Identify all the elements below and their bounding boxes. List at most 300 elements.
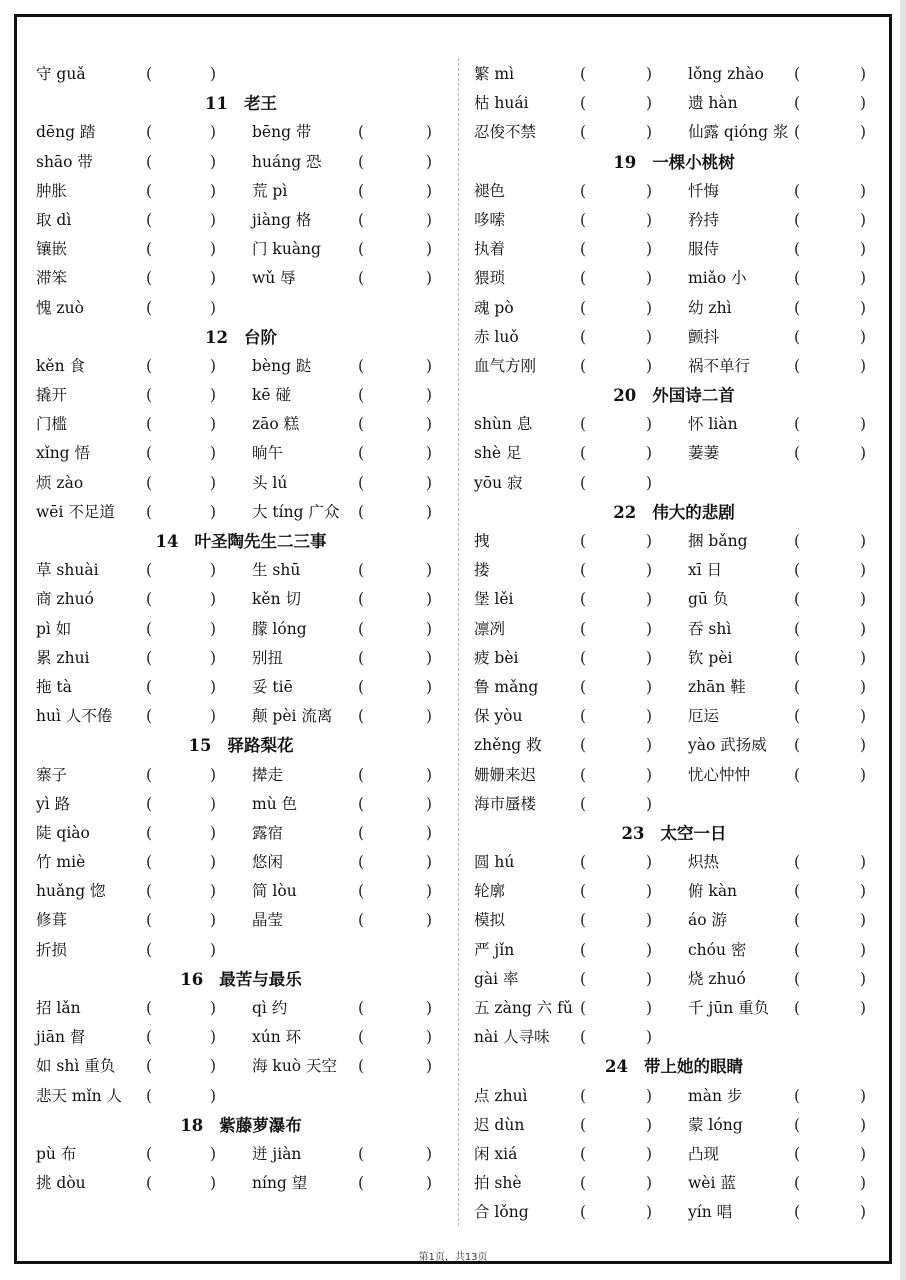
exercise-term: màn 步 [688,1086,743,1105]
exercise-term: 闲 xiá [474,1144,518,1163]
answer-paren-open: ( [358,473,365,492]
exercise-row [474,790,874,819]
exercise-term: 悲天 mǐn 人 [36,1086,122,1105]
answer-paren-close: ) [426,882,433,901]
answer-paren-open: ( [358,677,365,696]
answer-paren-open: ( [358,1057,365,1076]
answer-paren-open: ( [358,181,365,200]
answer-paren-close: ) [860,123,867,142]
answer-paren-close: ) [860,707,867,726]
answer-paren-open: ( [358,123,365,142]
answer-paren-close: ) [646,473,653,492]
exercise-row [36,790,446,819]
answer-paren-open: ( [794,181,801,200]
right-column [474,60,874,1228]
exercise-term: 俯 kàn [688,882,738,901]
exercise-term: pù 布 [36,1144,77,1163]
exercise-term: 忏悔 [688,181,720,200]
exercise-term: jiān 督 [36,1028,86,1047]
answer-paren-close: ) [426,648,433,667]
answer-paren-open: ( [146,882,153,901]
exercise-term: 陡 qiào [36,823,90,842]
answer-paren-open: ( [580,707,587,726]
exercise-term: 海 kuò 天空 [252,1057,338,1076]
answer-paren-open: ( [146,1086,153,1105]
exercise-row [36,673,446,702]
exercise-term: 拍 shè [474,1174,522,1193]
exercise-row [36,439,446,468]
answer-paren-close: ) [860,969,867,988]
answer-paren-open: ( [358,794,365,813]
exercise-term: 烦 zào [36,473,84,492]
answer-paren-open: ( [794,853,801,872]
answer-paren-close: ) [646,65,653,83]
answer-paren-open: ( [146,123,153,142]
exercise-term: bèng 跶 [252,356,312,375]
answer-paren-open: ( [358,1028,365,1047]
exercise-term: gū 负 [688,590,729,609]
answer-paren-close: ) [210,794,217,813]
exercise-term: 竹 miè [36,853,86,872]
answer-paren-close: ) [210,152,217,171]
answer-paren-open: ( [794,677,801,696]
exercise-term: 祸不单行 [688,356,751,375]
answer-paren-open: ( [580,240,587,259]
exercise-row [474,352,874,381]
answer-paren-open: ( [794,707,801,726]
exercise-term: gài 率 [474,969,519,988]
answer-paren-close: ) [210,619,217,638]
answer-paren-open: ( [358,823,365,842]
exercise-row [36,702,446,731]
answer-paren-open: ( [580,298,587,317]
answer-paren-open: ( [794,123,801,142]
exercise-term: 点 zhuì [474,1086,528,1105]
exercise-term: 忧心忡忡 [688,765,751,784]
answer-paren-close: ) [210,386,217,405]
exercise-term: xǐng 悟 [36,444,91,463]
exercise-term: dēng 踏 [36,123,96,142]
exercise-term: wèi 蓝 [688,1174,736,1193]
exercise-term: yào 武扬威 [688,736,767,755]
answer-paren-close: ) [426,590,433,609]
lesson-title: 叶圣陶先生二三事 [194,532,327,551]
answer-paren-open: ( [146,415,153,434]
answer-paren-close: ) [426,415,433,434]
answer-paren-close: ) [860,911,867,930]
exercise-term: lǒng zhào [688,65,764,83]
answer-paren-open: ( [794,940,801,959]
answer-paren-close: ) [210,561,217,580]
answer-paren-open: ( [358,619,365,638]
answer-paren-open: ( [580,1144,587,1163]
exercise-row [36,906,446,935]
exercise-term: 模拟 [474,911,506,930]
exercise-row [36,177,446,206]
answer-paren-open: ( [358,911,365,930]
page-footer: 第1页，共13页 [418,1252,488,1263]
answer-paren-close: ) [860,240,867,259]
answer-paren-close: ) [426,210,433,229]
exercise-term: 忍俊不禁 [474,123,537,142]
answer-paren-open: ( [358,444,365,463]
exercise-row [36,585,446,614]
exercise-term: 炽热 [688,853,720,872]
exercise-row [36,848,446,877]
answer-paren-close: ) [210,911,217,930]
answer-paren-close: ) [646,269,653,288]
answer-paren-open: ( [580,327,587,346]
exercise-row [36,1023,446,1052]
answer-paren-close: ) [860,765,867,784]
answer-paren-open: ( [580,444,587,463]
exercise-term: qì 约 [252,999,288,1017]
exercise-term: 悠闲 [252,853,284,872]
answer-paren-open: ( [794,415,801,434]
answer-paren-close: ) [646,327,653,346]
lesson-heading [36,323,446,352]
exercise-row [36,877,446,906]
exercise-row [474,323,874,352]
exercise-row [36,819,446,848]
answer-paren-open: ( [794,240,801,259]
exercise-term: yōu 寂 [474,473,523,492]
exercise-term: mù 色 [252,794,298,813]
answer-paren-open: ( [146,1028,153,1047]
exercise-row [474,877,874,906]
exercise-term: 吞 shì [688,619,732,638]
answer-paren-open: ( [358,386,365,405]
answer-paren-close: ) [646,648,653,667]
answer-paren-open: ( [146,677,153,696]
left-column [36,60,446,1198]
answer-paren-open: ( [580,882,587,901]
answer-paren-open: ( [580,940,587,959]
exercise-term: 撬开 [36,386,68,405]
answer-paren-close: ) [426,561,433,580]
exercise-row [474,410,874,439]
exercise-term: yì 路 [36,794,71,813]
column-divider [458,58,459,1226]
exercise-term: zāo 糕 [252,415,300,434]
answer-paren-open: ( [580,736,587,755]
exercise-term: áo 游 [688,911,727,930]
lesson-number: 20 [613,386,637,406]
exercise-term: xī 日 [688,561,723,580]
exercise-term: 简 lòu [252,882,297,901]
answer-paren-open: ( [358,240,365,259]
answer-paren-open: ( [580,356,587,375]
exercise-term: 千 jūn 重负 [688,999,770,1017]
exercise-term: 厄运 [688,707,720,726]
answer-paren-open: ( [580,969,587,988]
exercise-row [474,906,874,935]
answer-paren-open: ( [146,590,153,609]
exercise-term: pì 如 [36,619,72,638]
answer-paren-close: ) [426,240,433,259]
exercise-term: 仙露 qióng 浆 [688,123,789,142]
exercise-term: 修葺 [36,911,68,930]
answer-paren-open: ( [580,415,587,434]
answer-paren-close: ) [646,123,653,142]
exercise-row [474,235,874,264]
answer-paren-close: ) [646,240,653,259]
answer-paren-open: ( [580,1086,587,1105]
exercise-row [36,1082,446,1111]
answer-paren-open: ( [580,999,587,1017]
answer-paren-close: ) [426,1057,433,1076]
answer-paren-close: ) [860,1086,867,1105]
answer-paren-close: ) [860,356,867,375]
exercise-term: 挑 dòu [36,1174,86,1193]
exercise-row [474,731,874,760]
exercise-row [474,469,874,498]
exercise-term: 哆嗦 [474,210,506,229]
answer-paren-close: ) [210,1174,217,1193]
exercise-term: 凸现 [688,1144,720,1163]
answer-paren-open: ( [146,298,153,317]
answer-paren-open: ( [146,823,153,842]
answer-paren-close: ) [646,415,653,434]
exercise-row [474,294,874,323]
answer-paren-close: ) [426,853,433,872]
answer-paren-close: ) [646,765,653,784]
exercise-term: huì 人不倦 [36,707,113,726]
exercise-term: 繁 mì [474,65,515,83]
answer-paren-open: ( [146,152,153,171]
exercise-row [474,1198,874,1227]
exercise-row [36,761,446,790]
exercise-row [474,585,874,614]
lesson-number: 22 [613,502,637,522]
exercise-term: huǎng 惚 [36,882,106,901]
exercise-row [36,615,446,644]
exercise-term: wǔ 辱 [252,269,296,288]
answer-paren-open: ( [358,648,365,667]
answer-paren-close: ) [860,677,867,696]
exercise-term: 褪色 [474,181,506,200]
scrollbar-strip [900,0,906,1280]
exercise-term: shùn 息 [474,415,533,434]
exercise-row [474,527,874,556]
answer-paren-close: ) [210,415,217,434]
answer-paren-close: ) [860,940,867,959]
answer-paren-close: ) [426,619,433,638]
answer-paren-close: ) [210,707,217,726]
exercise-term: 累 zhui [36,648,90,667]
lesson-title: 太空一日 [660,823,727,843]
answer-paren-open: ( [146,1144,153,1163]
answer-paren-close: ) [860,210,867,229]
answer-paren-close: ) [426,1028,433,1047]
exercise-term: 蒙 lóng [688,1115,743,1134]
exercise-term: 晶莹 [252,911,284,930]
answer-paren-open: ( [146,210,153,229]
exercise-term: 捆 bǎng [688,532,748,550]
answer-paren-open: ( [146,940,153,959]
exercise-row [474,439,874,468]
answer-paren-open: ( [794,269,801,288]
answer-paren-close: ) [646,1115,653,1134]
exercise-term: miǎo 小 [688,269,747,288]
exercise-term: 迸 jiàn [252,1144,302,1163]
exercise-term: 搂 [474,561,490,580]
exercise-row [474,60,874,89]
exercise-row [36,1140,446,1169]
answer-paren-close: ) [210,882,217,901]
exercise-term: chóu 密 [688,940,747,959]
answer-paren-open: ( [794,590,801,609]
answer-paren-close: ) [426,356,433,375]
answer-paren-close: ) [646,532,653,550]
exercise-row [36,235,446,264]
answer-paren-close: ) [646,882,653,901]
answer-paren-close: ) [210,590,217,609]
exercise-row [474,994,874,1023]
exercise-term: kěn 食 [36,356,85,375]
exercise-row [474,936,874,965]
lesson-number: 11 [205,94,228,114]
answer-paren-close: ) [210,1028,217,1047]
exercise-term: shè 足 [474,444,522,463]
exercise-row [474,1082,874,1111]
exercise-term: wēi 不足道 [36,502,115,521]
exercise-term: 怀 liàn [688,415,738,434]
answer-paren-open: ( [794,444,801,463]
exercise-term: 妥 tiē [252,677,293,696]
answer-paren-close: ) [426,269,433,288]
exercise-term: 生 shū [252,561,301,580]
answer-paren-open: ( [580,1028,587,1047]
exercise-row [474,965,874,994]
answer-paren-close: ) [646,561,653,580]
exercise-row [474,1111,874,1140]
exercise-row [474,177,874,206]
exercise-term: 矜持 [688,210,720,229]
lesson-heading [474,1052,874,1081]
answer-paren-open: ( [794,94,801,113]
answer-paren-open: ( [358,1144,365,1163]
exercise-term: 保 yòu [474,707,523,726]
exercise-term: 镶嵌 [36,240,68,259]
answer-paren-close: ) [860,1203,867,1222]
answer-paren-open: ( [580,619,587,638]
exercise-term: 如 shì 重负 [36,1057,116,1076]
lesson-title: 一棵小桃树 [652,152,735,172]
exercise-term: 疲 bèi [474,648,519,667]
lesson-heading [36,527,446,556]
exercise-term: jiàng 格 [252,210,312,229]
exercise-row [474,556,874,585]
lesson-title: 驿路梨花 [227,736,294,756]
answer-paren-close: ) [210,269,217,288]
answer-paren-open: ( [580,677,587,696]
answer-paren-close: ) [210,123,217,142]
answer-paren-close: ) [646,181,653,200]
answer-paren-open: ( [580,1174,587,1193]
lesson-number: 15 [188,736,212,756]
exercise-row [474,264,874,293]
answer-paren-open: ( [358,590,365,609]
answer-paren-open: ( [794,532,801,550]
answer-paren-close: ) [860,561,867,580]
exercise-term: 幼 zhì [688,298,732,317]
answer-paren-open: ( [580,473,587,492]
exercise-term: 寨子 [36,765,68,784]
exercise-term: 露宿 [252,823,284,842]
exercise-term: níng 望 [252,1174,308,1193]
exercise-term: 守 guǎ [36,65,86,83]
exercise-term: 五 zàng 六 fǔ [474,999,573,1017]
answer-paren-close: ) [860,327,867,346]
exercise-term: zhān 鞋 [688,677,746,696]
answer-paren-open: ( [794,911,801,930]
exercise-term: 别扭 [252,648,284,667]
lesson-title: 伟大的悲剧 [652,502,735,522]
answer-paren-close: ) [860,882,867,901]
answer-paren-open: ( [580,532,587,550]
exercise-row [474,848,874,877]
answer-paren-open: ( [358,502,365,521]
exercise-term: 枯 huái [474,94,529,113]
exercise-term: 钦 pèi [688,648,733,667]
exercise-row [474,206,874,235]
exercise-term: 荒 pì [252,181,288,200]
exercise-term: 拽 [474,532,490,550]
answer-paren-open: ( [146,356,153,375]
exercise-row [36,410,446,439]
lesson-title: 外国诗二首 [652,386,735,406]
answer-paren-open: ( [794,999,801,1017]
lesson-number: 12 [205,327,228,347]
answer-paren-open: ( [580,590,587,609]
answer-paren-open: ( [794,736,801,755]
exercise-row [474,702,874,731]
exercise-term: 大 tíng 广众 [252,502,340,521]
answer-paren-close: ) [210,473,217,492]
answer-paren-close: ) [860,853,867,872]
answer-paren-open: ( [580,210,587,229]
exercise-row [36,556,446,585]
answer-paren-close: ) [646,1174,653,1193]
exercise-row [36,644,446,673]
lesson-number: 19 [613,152,637,172]
exercise-term: 颠 pèi 流离 [252,707,333,726]
answer-paren-close: ) [426,911,433,930]
exercise-row [474,118,874,147]
answer-paren-open: ( [794,1203,801,1222]
exercise-row [474,673,874,702]
exercise-term: 取 dì [36,210,72,229]
lesson-heading [36,731,446,760]
exercise-row [36,118,446,147]
answer-paren-open: ( [146,648,153,667]
exercise-term: 海市蜃楼 [474,794,537,813]
answer-paren-close: ) [646,619,653,638]
lesson-heading [474,148,874,177]
lesson-title: 紫藤萝瀑布 [219,1115,302,1135]
exercise-term: 赤 luǒ [474,327,519,346]
lesson-number: 16 [180,969,204,989]
answer-paren-open: ( [580,794,587,813]
answer-paren-close: ) [646,794,653,813]
exercise-row [474,615,874,644]
answer-paren-close: ) [210,502,217,521]
exercise-term: 服侍 [688,240,720,259]
exercise-term: 遗 hàn [688,94,738,113]
answer-paren-open: ( [580,765,587,784]
answer-paren-open: ( [580,65,587,83]
